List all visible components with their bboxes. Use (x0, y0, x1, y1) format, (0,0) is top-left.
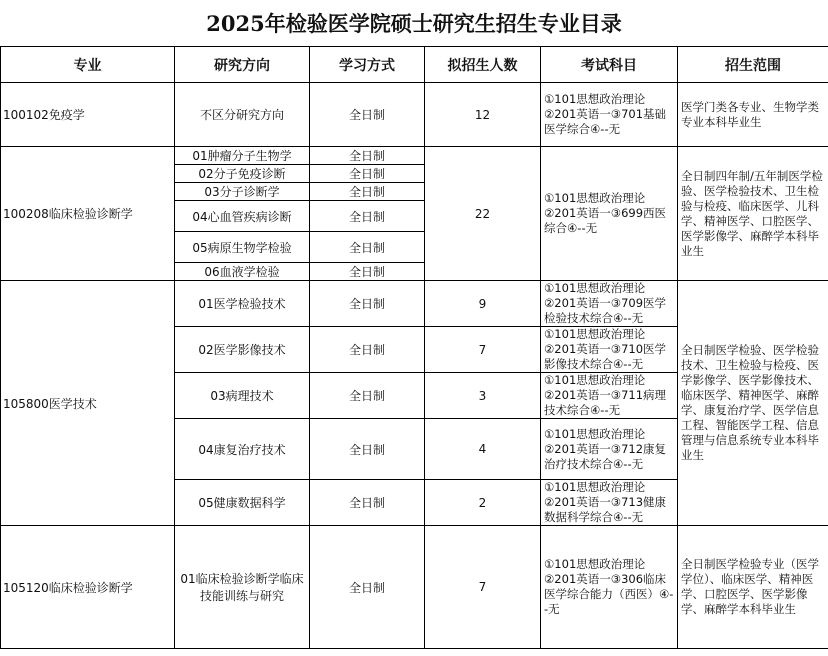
header-scope: 招生范围 (678, 47, 828, 83)
table-row (1, 281, 828, 327)
direction-cell: 05健康数据科学 (175, 480, 310, 526)
direction-cell: 02医学影像技术 (175, 327, 310, 373)
mode-cell: 全日制 (310, 419, 425, 480)
direction-cell: 不区分研究方向 (175, 83, 310, 147)
direction-cell: 05病原生物学检验 (175, 232, 310, 263)
header-row (1, 47, 828, 83)
count-cell: 7 (425, 327, 541, 373)
exam-cell: ①101思想政治理论②201英语一③711病理技术综合④--无 (541, 373, 678, 419)
header-major: 专业 (1, 47, 175, 83)
exam-cell: ①101思想政治理论②201英语一③699西医综合④--无 (541, 147, 678, 281)
mode-cell: 全日制 (310, 480, 425, 526)
exam-cell: ①101思想政治理论②201英语一③712康复治疗技术综合④--无 (541, 419, 678, 480)
direction-cell: 02分子免疫诊断 (175, 165, 310, 183)
count-cell: 12 (425, 83, 541, 147)
exam-cell: ①101思想政治理论②201英语一③710医学影像技术综合④--无 (541, 327, 678, 373)
major-cell: 100102免疫学 (1, 83, 175, 147)
direction-cell: 04心血管疾病诊断 (175, 201, 310, 232)
major-cell: 105120临床检验诊断学 (1, 526, 175, 649)
major-cell: 105800医学技术 (1, 281, 175, 526)
exam-cell: ①101思想政治理论②201英语一③701基础医学综合④--无 (541, 83, 678, 147)
count-cell: 2 (425, 480, 541, 526)
count-cell: 4 (425, 419, 541, 480)
count-cell: 3 (425, 373, 541, 419)
count-cell: 9 (425, 281, 541, 327)
page-title: 2025年检验医学院硕士研究生招生专业目录 (206, 11, 622, 36)
header-exam: 考试科目 (541, 47, 678, 83)
direction-cell: 04康复治疗技术 (175, 419, 310, 480)
header-direction: 研究方向 (175, 47, 310, 83)
direction-cell: 03病理技术 (175, 373, 310, 419)
exam-cell: ①101思想政治理论②201英语一③713健康数据科学综合④--无 (541, 480, 678, 526)
scope-cell: 全日制医学检验、医学检验技术、卫生检验与检疫、医学影像学、医学影像技术、临床医学、精神医学、麻醉学、康复治疗学、医学信息工程、智能医学工程、信息管理与信息系统专业本科毕业生 (678, 281, 828, 526)
direction-cell: 01肿瘤分子生物学 (175, 147, 310, 165)
mode-cell: 全日制 (310, 83, 425, 147)
table-row (1, 526, 828, 649)
mode-cell: 全日制 (310, 147, 425, 165)
table-row (1, 83, 828, 147)
mode-cell: 全日制 (310, 373, 425, 419)
mode-cell: 全日制 (310, 526, 425, 649)
count-cell: 22 (425, 147, 541, 281)
direction-cell: 03分子诊断学 (175, 183, 310, 201)
mode-cell: 全日制 (310, 327, 425, 373)
header-study-mode: 学习方式 (310, 47, 425, 83)
scope-cell: 医学门类各专业、生物学类专业本科毕业生 (678, 83, 828, 147)
scope-cell: 全日制医学检验专业（医学学位）、临床医学、精神医学、口腔医学、医学影像学、麻醉学本科毕业生 (678, 526, 828, 649)
catalog-table (0, 46, 828, 649)
exam-cell: ①101思想政治理论②201英语一③306临床医学综合能力（西医）④--无 (541, 526, 678, 649)
scope-cell: 全日制四年制/五年制医学检验、医学检验技术、卫生检验与检疫、临床医学、儿科学、精神医学、口腔医学、医学影像学、麻醉学本科毕业生 (678, 147, 828, 281)
header-enrollment: 拟招生人数 (425, 47, 541, 83)
exam-cell: ①101思想政治理论②201英语一③709医学检验技术综合④--无 (541, 281, 678, 327)
mode-cell: 全日制 (310, 165, 425, 183)
direction-cell: 06血液学检验 (175, 263, 310, 281)
table-row (1, 147, 828, 165)
count-cell: 7 (425, 526, 541, 649)
mode-cell: 全日制 (310, 281, 425, 327)
mode-cell: 全日制 (310, 183, 425, 201)
direction-cell: 01临床检验诊断学临床技能训练与研究 (175, 526, 310, 649)
mode-cell: 全日制 (310, 263, 425, 281)
direction-cell: 01医学检验技术 (175, 281, 310, 327)
major-cell: 100208临床检验诊断学 (1, 147, 175, 281)
mode-cell: 全日制 (310, 201, 425, 232)
mode-cell: 全日制 (310, 232, 425, 263)
